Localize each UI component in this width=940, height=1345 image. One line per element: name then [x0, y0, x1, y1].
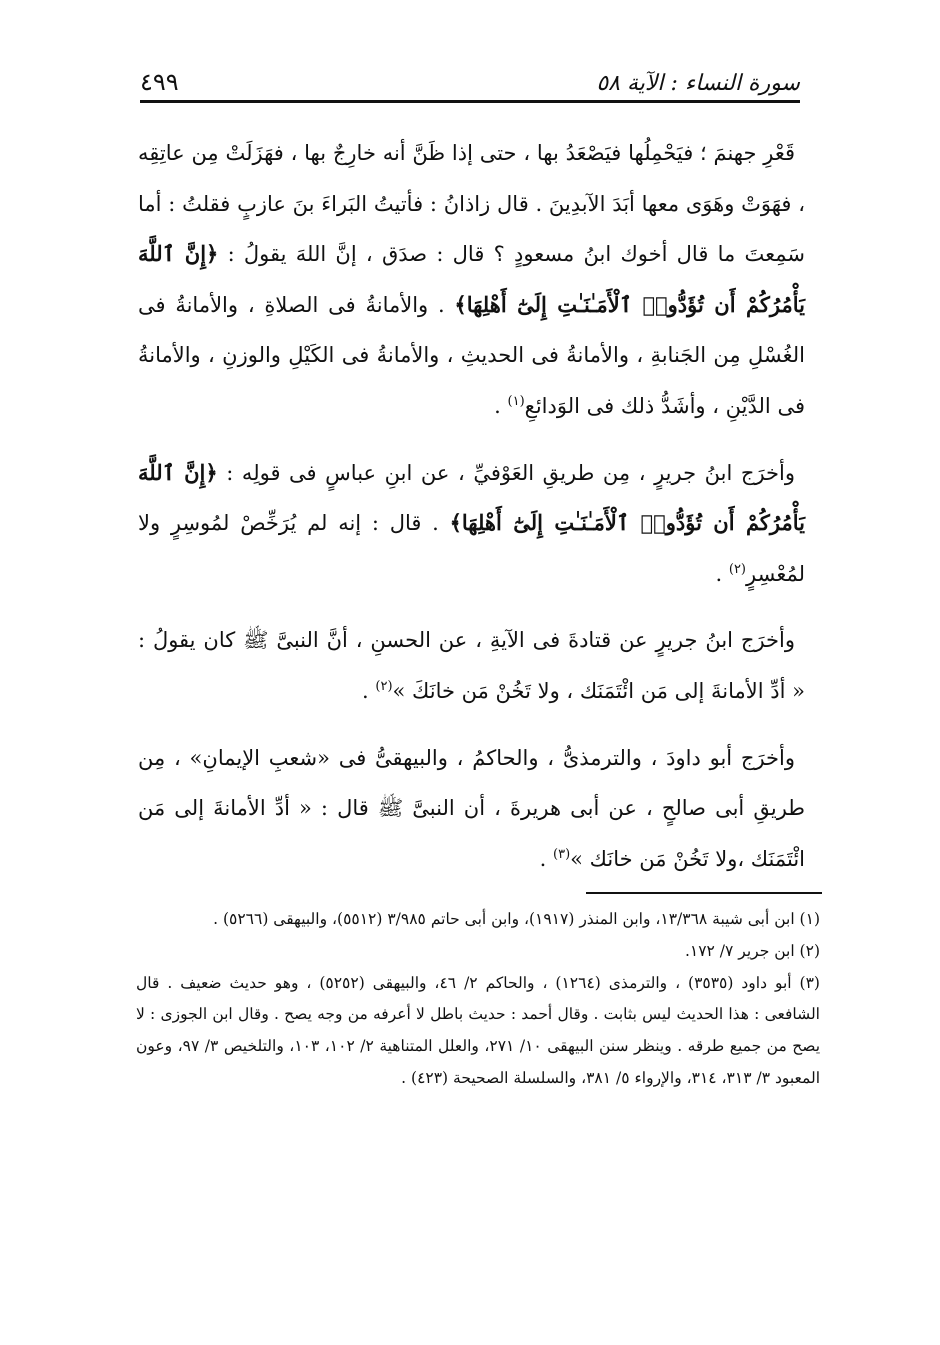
footnote-1: (١) ابن أبى شيبة ١٣/٣٦٨، وابن المنذر (١٩١٧)، وابن أبى حاتم ٣/٩٨٥ (٥٥١٢)، والبيهقى (٥٢٦٦) .: [213, 910, 820, 928]
paragraph-text: .: [494, 393, 508, 418]
footnote-2: (٢) ابن جرير ٧/ ١٧٢.: [684, 941, 820, 960]
footnote-ref: (٣): [553, 846, 571, 862]
page-header: [140, 52, 800, 96]
paragraph-3: [138, 615, 805, 716]
page-number: ٤٩٩: [140, 68, 179, 96]
paragraph-text: . قال : إنه لم يُرَخِّصْ لمُوسِرٍ ولا لمُعْسِرٍ: [138, 511, 805, 586]
footnote-ref: (١): [507, 393, 525, 409]
paragraph-text: .: [539, 846, 553, 871]
header-rule: [140, 100, 800, 103]
footnote-3: (٣) أبو داود (٣٥٣٥) ، والترمذى (١٢٦٤) ، والحاكم ٢/ ٤٦، والبيهقى (٥٢٥٢) ، وهو حديث ضعيف . قال الشافعى : هذا الحديث ليس بثابت . وقال أحمد : حديث باطل لا أعرفه من وجه يصح . وقال ابن الجوزى : لا يصح من جميع طرقه . وينظر سنن البيهقى ١٠/ ٢٧١، والعلل المتناهية ٢/ ١٠٢، ١٠٣، والتلخيص ٣/ ٩٧، وعون المعبود ٣/ ٣١٣، ٣١٤، والإرواء ٥/ ٣٨١، والسلسلة الصحيحة (٤٢٣) .: [136, 973, 821, 1087]
paragraph-text: . والأمانةُ فى الصلاةِ ، والأمانةُ فى الغُسْلِ مِن الجَنابةِ ، والأمانةُ فى الحديثِ ، والأمانةُ فى الكَيْلِ والوزنِ ، والأمانةُ فى الدَّيْنِ ، وأشَدُّ ذلك فى الوَدائعِ: [138, 292, 805, 418]
paragraph-text: .: [362, 678, 376, 703]
paragraph-4: [138, 733, 805, 885]
main-text: [138, 128, 805, 900]
paragraph-text: قَعْرِ جهنمَ ؛ فيَحْمِلُها فيَصْعَدُ بها ، حتى إذا ظَنَّ أنه خارِجٌ بها ، فهَزَلَتْ مِن عاتِقِه ، فهَوَتْ وهَوَى معها أبَدَ الآبدِينَ . قال زاذانُ : فأتيتُ البَراءَ بنَ عازبٍ فقلتُ : أما سَمِعتَ ما قال أخوك ابنُ مسعودٍ ؟ قال : صدَق ، إنَّ اللهَ يقولُ :: [138, 141, 805, 267]
quran-verse: ﴿إِنَّ ٱللَّهَ يَأْمُرُكُمْ أَن تُؤَدُّوا۟ ٱلْأَمَـٰنَـٰتِ إِلَىٰٓ أَهْلِهَا﴾: [138, 459, 805, 536]
footnotes: [136, 904, 820, 1095]
paragraph-1: [138, 128, 805, 432]
paragraph-text: وأخرَج أبو داودَ ، والترمذىُّ ، والحاكمُ ، والبيهقىُّ فى «شعبِ الإيمانِ» ، مِن طريقِ أبى صالحٍ ، عن أبى هريرةَ ، أن النبىَّ ﷺ قال : « أدِّ الأمانةَ إلى مَن ائْتَمَنَك ،ولا تَخُنْ مَن خانَك »: [138, 745, 805, 871]
footnote-ref: (٢): [375, 678, 393, 694]
paragraph-text: وأخرَج ابنُ جريرٍ عن قتادةَ فى الآيةِ ، عن الحسنِ ، أنَّ النبىَّ ﷺ كان يقولُ : « أدِّ الأمانةَ إلى مَن ائْتَمَنَك ، ولا تَخُنْ مَن خانَكَ »: [138, 628, 805, 703]
paragraph-text: وأخرَج ابنُ جريرٍ ، مِن طريقِ العَوْفيِّ ، عن ابنِ عباسٍ فى قولِه :: [217, 460, 795, 485]
running-title: سورة النساء : الآية ٥٨: [596, 71, 800, 96]
footnote-separator: [586, 892, 822, 894]
footnote-ref: (٢): [728, 561, 746, 577]
paragraph-text: .: [715, 561, 729, 586]
quran-verse: ﴿إِنَّ ٱللَّهَ يَأْمُرُكُمْ أَن تُؤَدُّوا۟ ٱلْأَمَـٰنَـٰتِ إِلَىٰٓ أَهْلِهَا﴾: [138, 241, 805, 317]
paragraph-2: [138, 448, 805, 600]
